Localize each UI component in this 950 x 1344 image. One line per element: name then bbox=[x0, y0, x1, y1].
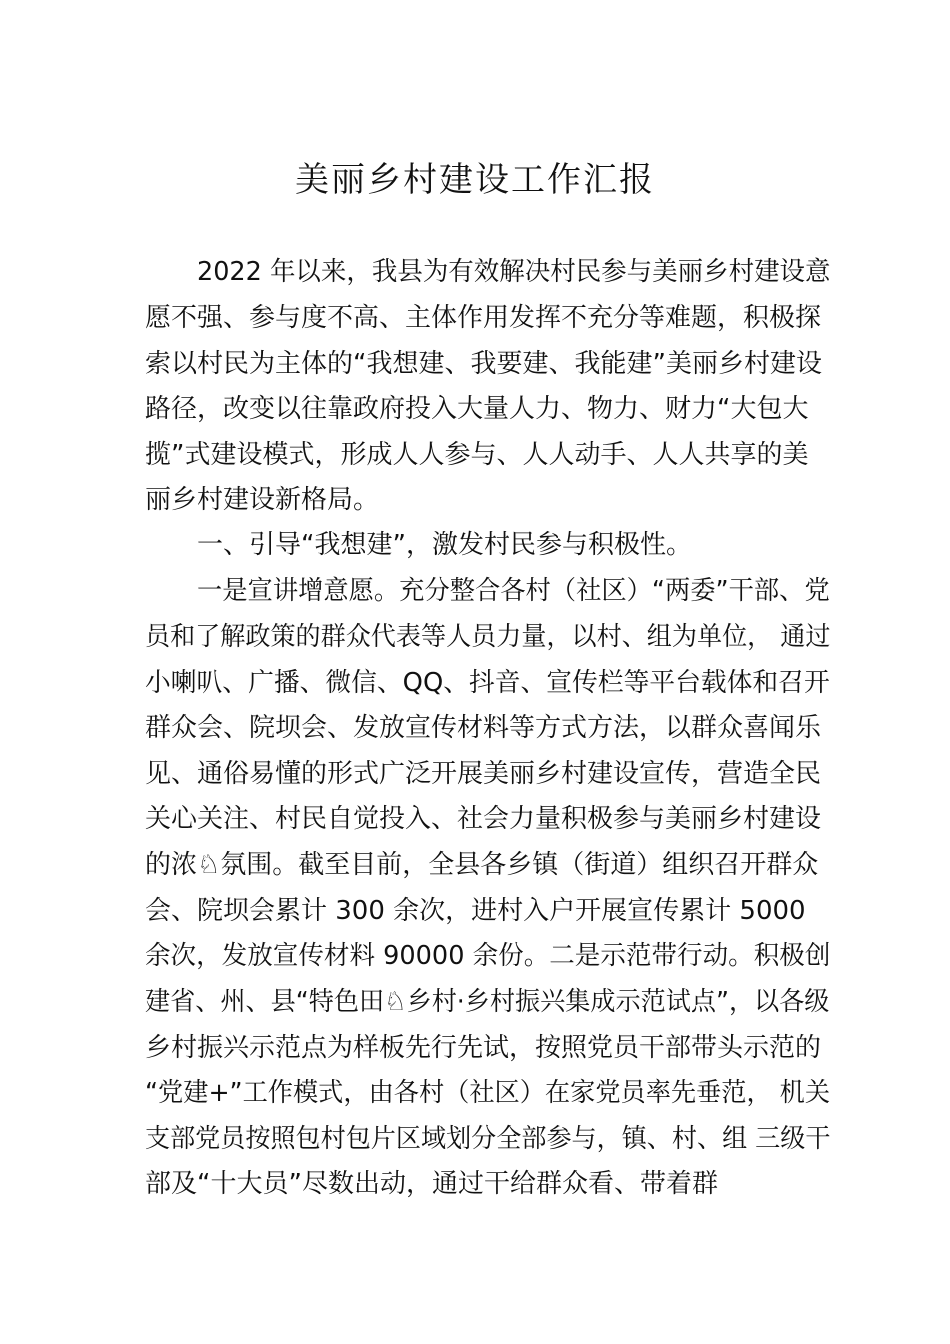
paragraph-line: 路径，改变以往靠政府投入大量人力、物力、财力“大包大 bbox=[145, 394, 809, 424]
paragraph-line: 支部党员按照包村包片区域划分全部参与，镇、村、组 三级干 bbox=[145, 1124, 831, 1154]
paragraph-line: 愿不强、参与度不高、主体作用发挥不充分等难题，积极探 bbox=[145, 303, 822, 333]
paragraph-line: 见、通俗易懂的形式广泛开展美丽乡村建设宣传，营造全民 bbox=[145, 759, 822, 789]
paragraph-line: 部及“十大员”尽数出动，通过干给群众看、带着群 bbox=[145, 1169, 718, 1199]
paragraph-line: 乡村振兴示范点为样板先行先试，按照党员干部带头示范的 bbox=[145, 1033, 822, 1063]
paragraph-line: “党建+”工作模式，由各村（社区）在家党员率先垂范， 机关 bbox=[145, 1078, 831, 1108]
paragraph-line: 索以村民为主体的“我想建、我要建、我能建”美丽乡村建设 bbox=[145, 349, 822, 379]
paragraph-line: 建省、州、县“特色田♘乡村·乡村振兴集成示范试点”，以各级 bbox=[145, 987, 830, 1017]
paragraph-line: 关心关注、村民自觉投入、社会力量积极参与美丽乡村建设 bbox=[145, 804, 822, 834]
section-heading: 一、引导“我想建”，激发村民参与积极性。 bbox=[197, 530, 692, 560]
paragraph-line: 的浓♘氛围。截至目前，全县各乡镇（街道）组织召开群众 bbox=[145, 850, 819, 880]
paragraph-line: 员和了解政策的群众代表等人员力量，以村、组为单位， 通过 bbox=[145, 622, 831, 652]
paragraph-line: 一是宣讲增意愿。充分整合各村（社区）“两委”干部、党 bbox=[197, 576, 830, 606]
paragraph-line: 会、院坝会累计 300 余次，进村入户开展宣传累计 5000 bbox=[145, 896, 806, 926]
paragraph-line: 揽”式建设模式，形成人人参与、人人动手、人人共享的美 bbox=[145, 440, 809, 470]
paragraph-line: 2022 年以来，我县为有效解决村民参与美丽乡村建设意 bbox=[197, 257, 831, 287]
paragraph-line: 丽乡村建设新格局。 bbox=[145, 485, 380, 515]
paragraph-line: 余次，发放宣传材料 90000 余份。二是示范带行动。积极创 bbox=[145, 941, 831, 971]
document-title: 美丽乡村建设工作汇报 bbox=[295, 160, 655, 200]
paragraph-line: 群众会、院坝会、发放宣传材料等方式方法，以群众喜闻乐 bbox=[145, 713, 822, 743]
paragraph-line: 小喇叭、广播、微信、QQ、抖音、宣传栏等平台载体和召开 bbox=[145, 668, 830, 698]
